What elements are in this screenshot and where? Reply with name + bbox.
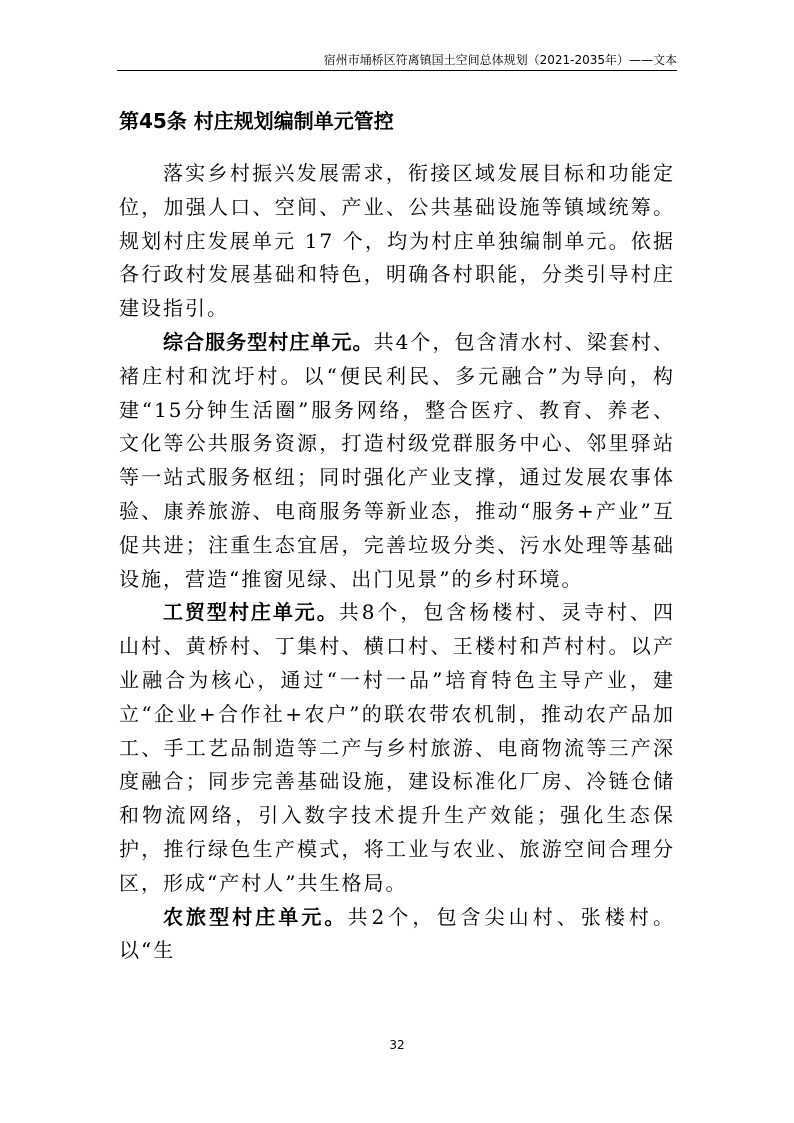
- paragraph-industry-trade-unit: [119, 596, 675, 900]
- paragraph-agri-tourism-unit: [119, 901, 675, 969]
- paragraph-text: 共4个，包含清水村、梁套村、褚庄村和沈圩村。以“便民利民、多元融合”为导向，构建“15分钟生活圈”服务网络，整合医疗、教育、养老、文化等公共服务资源，打造村级党群服务中心、邻里驿站等一站式服务枢纽；同时强化产业支撑，通过发展农事体验、康养旅游、电商服务等新业态，推动“服务+产业”互促共进；注重生态宜居，完善垃圾分类、污水处理等基础设施，营造“推窗见绿、出门见景”的乡村环境。: [119, 329, 676, 591]
- running-header: [117, 50, 677, 71]
- body-text: [119, 157, 675, 968]
- section-title: 第45条 村庄规划编制单元管控: [119, 109, 394, 133]
- paragraph-comprehensive-service-unit: [119, 326, 675, 596]
- paragraph-lead: 综合服务型村庄单元。: [163, 329, 374, 354]
- paragraph-lead: 农旅型村庄单元。: [163, 904, 348, 929]
- paragraph-text: 共8个，包含杨楼村、灵寺村、四山村、黄桥村、丁集村、横口村、王楼村和芦村村。以产业融合为核心，通过“一村一品”培育特色主导产业，建立“企业+合作社+农户”的联农带农机制，推动农产品加工、手工艺品制造等二产与乡村旅游、电商物流等三产深度融合；同步完善基础设施，建设标准化厂房、冷链仓储和物流网络，引入数字技术提升生产效能；强化生态保护，推行绿色生产模式，将工业与农业、旅游空间合理分区，形成“产村人”共生格局。: [119, 600, 675, 895]
- paragraph-intro: [119, 157, 675, 326]
- document-title: 宿州市埇桥区符离镇国土空间总体规划（2021-2035年）——文本: [323, 53, 677, 67]
- paragraph-text: 落实乡村振兴发展需求，衔接区域发展目标和功能定位，加强人口、空间、产业、公共基础设施等镇域统筹。规划村庄发展单元 17 个，均为村庄单独编制单元。依据各行政村发展基础和特色，明确各村职能，分类引导村庄建设指引。: [119, 161, 675, 321]
- page-number: 32: [389, 1038, 405, 1052]
- paragraph-text: 共2个，包含尖山村、张楼村。以“生: [119, 904, 675, 963]
- paragraph-lead: 工贸型村庄单元。: [163, 600, 339, 625]
